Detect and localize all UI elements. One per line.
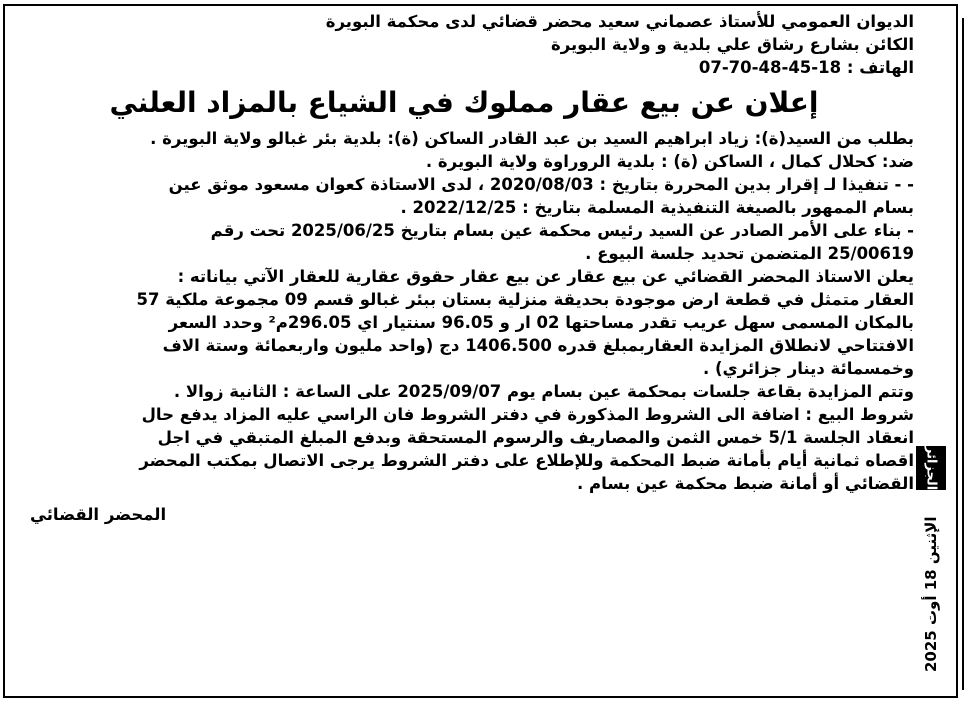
court-order-line-1: - بناء على الأمر الصادر عن السيد رئيس محكمة عين بسام بتاريخ 2025/06/25 تحت رقم <box>210 221 914 240</box>
notice-title: إعلان عن بيع عقار مملوك في الشياع بالمزاد العلني <box>109 86 819 119</box>
office-name: الديوان العمومي للأستاذ عصماني سعيد محضر قضائي لدى محكمة البويرة <box>325 12 914 31</box>
auction-date-line: وتتم المزايدة بقاعة جلسات بمحكمة عين بسام يوم 2025/09/07 على الساعة : الثانية زوالا . <box>173 382 914 401</box>
announcement-line: يعلن الاستاذ المحضر القضائي عن بيع عقار عن بيع عقار حقوق عقارية للعقار الآتي بياناته : <box>177 267 914 286</box>
sale-terms-line-1: شروط البيع : اضافة الى الشروط المذكورة في دفتر الشروط فان الراسي عليه المزاد يدفع حال <box>141 405 914 424</box>
office-address: الكائن بشارع رشاق علي بلدية و ولاية البويرة <box>550 35 914 54</box>
property-line-1: العقار متمثل في قطعة ارض موجودة بحديقة منزلية بستان ببئر غبالو قسم 09 مجموعة ملكية 57 <box>136 290 914 309</box>
sale-terms-line-4: القضائي أو أمانة ضبط محكمة عين بسام . <box>577 474 914 493</box>
publication-date: الإثنين 18 أوت 2025 <box>922 516 940 672</box>
execution-line-1: - - تنفيذا لـ إقرار بدين المحررة بتاريخ : 2020/08/03 ، لدى الاستاذة كعوان مسعود موثق عين <box>168 175 914 194</box>
applicant-line: بطلب من السيد(ة): زياد ابراهيم السيد بن عبد القادر الساكن (ة): بلدية بئر غبالو ولاية البويرة . <box>150 129 914 148</box>
property-line-3: الافتتاحي لانطلاق المزايدة العقاربمبلغ قدره 1406.500 دج (واحد مليون واربعمائة وستة الاف <box>162 336 914 355</box>
sale-terms-line-3: اقصاه ثمانية أيام بأمانة ضبط المحكمة وللإطلاع على دفتر الشروط يرجى الاتصال بمكتب المحضر <box>139 451 914 470</box>
property-line-4: وخمسمائة دينار جزائري) . <box>703 359 914 378</box>
page-column-rule <box>962 18 964 690</box>
sale-terms-line-2: انعقاد الجلسة 5/1 خمس الثمن والمصاريف والرسوم المستحقة وبدفع المبلغ المتبقي في اجل <box>157 428 914 447</box>
office-phone: الهاتف : 18-45-48-70-07 <box>698 58 914 77</box>
defendant-line: ضد: كحلال كمال ، الساكن (ة) : بلدية الروراوة ولاية البويرة . <box>425 152 914 171</box>
property-line-2: بالمكان المسمى سهل عريب تقدر مساحتها 02 ار و 96.05 سنتيار اي 296.05م² وحدد السعر <box>168 313 914 332</box>
newspaper-masthead: الجزائر <box>916 446 946 490</box>
signature: المحضر القضائي <box>30 505 167 524</box>
legal-notice <box>14 10 914 526</box>
court-order-line-2: 25/00619 المتضمن تحديد جلسة البيوع . <box>585 244 914 263</box>
execution-line-2: بسام الممهور بالصيغة التنفيذية المسلمة بتاريخ : 2022/12/25 . <box>400 198 914 217</box>
newspaper-side-stamp <box>916 446 946 696</box>
